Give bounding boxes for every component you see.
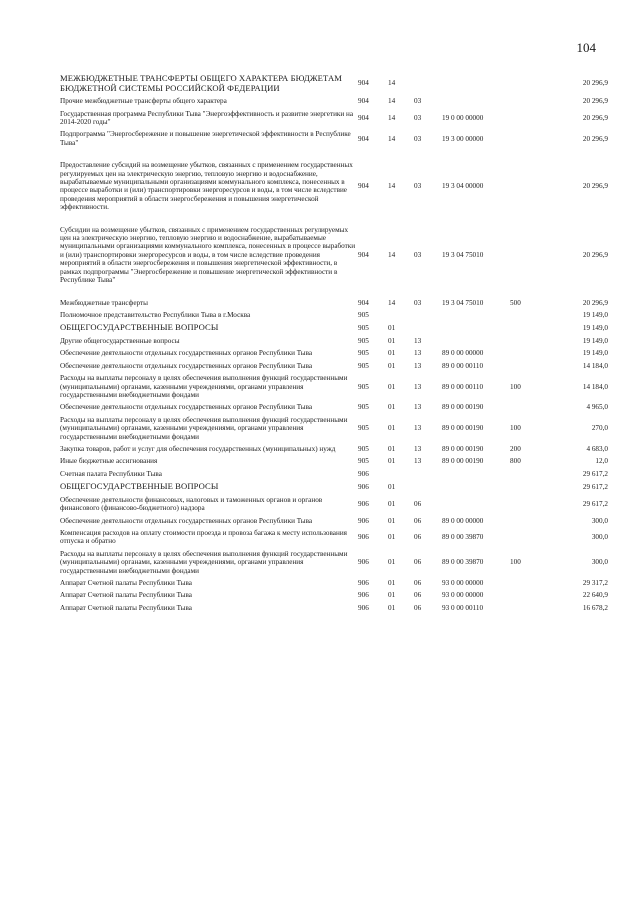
row-code-section: 01	[388, 482, 396, 491]
row-code-target: 19 3 04 75010	[442, 250, 484, 259]
row-name: Обеспечение деятельности отдельных государственных органов Республики Тыва	[60, 361, 313, 370]
row-code-section: 01	[388, 349, 396, 358]
row-amount: 4 683,0	[586, 444, 608, 453]
row-name: Обеспечение деятельности отдельных государственных органов Республики Тыва	[60, 349, 313, 358]
row-code-admin: 906	[358, 516, 369, 525]
row-code-subsection: 03	[414, 97, 422, 106]
row-code-subsection: 13	[414, 403, 422, 412]
row-amount: 20 296,9	[582, 79, 608, 88]
row-amount: 300,0	[591, 533, 608, 542]
row-amount: 300,0	[591, 516, 608, 525]
row-code-section: 14	[388, 79, 396, 88]
row-code-target: 19 3 00 00000	[442, 134, 484, 143]
table-row	[60, 468, 608, 480]
row-spacer	[60, 149, 608, 159]
row-name: Государственная программа Республики Тыва "Энергоэффективность и развитие энергетики на 2014-2020 годы"	[60, 109, 354, 126]
row-code-section	[388, 309, 414, 321]
row-code-section: 14	[388, 250, 396, 259]
row-code-target	[442, 494, 510, 515]
row-code-type	[510, 321, 540, 335]
row-code-admin: 906	[358, 591, 369, 600]
row-code-admin: 905	[358, 424, 369, 433]
table-row	[60, 95, 608, 107]
row-code-type	[510, 494, 540, 515]
row-code-admin: 906	[358, 558, 369, 567]
row-code-target	[442, 95, 510, 107]
table-row	[60, 548, 608, 577]
row-code-subsection: 06	[414, 603, 422, 612]
row-code-target	[442, 480, 510, 494]
row-name: Обеспечение деятельности отдельных государственных органов Республики Тыва	[60, 516, 313, 525]
row-code-subsection: 13	[414, 336, 422, 345]
row-code-admin: 904	[358, 250, 369, 259]
row-code-subsection: 03	[414, 298, 422, 307]
row-code-section: 01	[388, 323, 396, 332]
row-code-subsection: 06	[414, 591, 422, 600]
row-amount: 19 149,0	[582, 310, 608, 319]
row-name: Закупка товаров, работ и услуг для обеспечения государственных (муниципальных) нужд	[60, 444, 336, 453]
row-amount: 19 149,0	[582, 349, 608, 358]
row-code-type	[510, 309, 540, 321]
row-code-subsection	[414, 321, 442, 335]
row-code-admin: 905	[358, 382, 369, 391]
row-name: Расходы на выплаты персоналу в целях обеспечения выполнения функций государственными (муниципальными) органами, казенными учреждениями, органами управления государственными внебюджетными фондами	[60, 415, 348, 441]
row-code-section: 01	[388, 361, 396, 370]
row-code-admin: 906	[358, 469, 369, 478]
row-code-admin: 905	[358, 457, 369, 466]
row-code-target: 89 0 00 00190	[442, 403, 484, 412]
row-code-section: 01	[388, 457, 396, 466]
row-code-admin: 906	[358, 482, 369, 491]
row-name: Расходы на выплаты персоналу в целях обеспечения выполнения функций государственными (муниципальными) органами, казенными учреждениями, органами управления государственными внебюджетными фондами	[60, 549, 348, 575]
row-name: Иные бюджетные ассигнования	[60, 457, 158, 466]
row-code-subsection: 06	[414, 499, 422, 508]
row-spacer	[60, 214, 608, 224]
row-name: ОБЩЕГОСУДАРСТВЕННЫЕ ВОПРОСЫ	[60, 481, 219, 492]
row-code-section: 01	[388, 558, 396, 567]
row-code-admin: 904	[358, 182, 369, 191]
row-code-section: 01	[388, 382, 396, 391]
row-amount: 19 149,0	[582, 336, 608, 345]
row-code-type	[510, 95, 540, 107]
row-amount: 20 296,9	[582, 134, 608, 143]
row-code-type	[510, 347, 540, 359]
row-spacer-cell	[60, 149, 608, 159]
table-row	[60, 527, 608, 548]
row-code-target: 89 0 00 00190	[442, 424, 484, 433]
row-code-target: 89 0 00 00110	[442, 361, 484, 370]
row-name: Компенсация расходов на оплату стоимости проезда и провоза багажа к месту использования отпуска и обратно	[60, 529, 347, 546]
budget-table	[60, 72, 608, 614]
row-code-admin: 904	[358, 97, 369, 106]
row-name: Счетная палата Республики Тыва	[60, 469, 162, 478]
row-code-section: 01	[388, 444, 396, 453]
row-code-subsection: 06	[414, 516, 422, 525]
row-code-admin: 904	[358, 134, 369, 143]
row-code-admin: 906	[358, 533, 369, 542]
row-code-admin: 906	[358, 499, 369, 508]
row-amount: 12,0	[595, 457, 608, 466]
row-amount: 19 149,0	[582, 323, 608, 332]
row-code-admin: 904	[358, 298, 369, 307]
table-row	[60, 309, 608, 321]
row-code-subsection	[414, 72, 442, 95]
table-row	[60, 360, 608, 372]
table-row	[60, 401, 608, 413]
row-code-section: 14	[388, 298, 396, 307]
table-row	[60, 335, 608, 347]
row-amount: 4 965,0	[586, 403, 608, 412]
table-row	[60, 589, 608, 601]
row-code-target: 89 0 00 00190	[442, 444, 484, 453]
row-code-type	[510, 72, 540, 95]
row-code-target: 93 0 00 00000	[442, 591, 484, 600]
row-code-type	[510, 589, 540, 601]
row-name: Обеспечение деятельности отдельных государственных органов Республики Тыва	[60, 403, 313, 412]
row-code-section	[388, 468, 414, 480]
row-code-type	[510, 480, 540, 494]
row-code-type: 500	[510, 298, 521, 307]
row-code-target: 89 0 00 00000	[442, 349, 484, 358]
row-code-target	[442, 309, 510, 321]
row-code-subsection: 13	[414, 444, 422, 453]
row-code-target: 89 0 00 39870	[442, 533, 484, 542]
budget-table-body	[60, 72, 608, 614]
row-code-admin: 904	[358, 79, 369, 88]
row-code-type: 100	[510, 424, 521, 433]
row-name: Аппарат Счетной палаты Республики Тыва	[60, 579, 192, 588]
row-amount: 20 296,9	[582, 298, 608, 307]
row-code-type	[510, 468, 540, 480]
row-code-target: 93 0 00 00110	[442, 603, 484, 612]
row-code-type: 100	[510, 558, 521, 567]
row-code-type: 800	[510, 457, 521, 466]
table-row	[60, 108, 608, 129]
row-code-target: 19 3 04 00000	[442, 182, 484, 191]
table-row	[60, 224, 608, 287]
row-code-section: 01	[388, 579, 396, 588]
row-code-admin: 905	[358, 336, 369, 345]
row-code-target	[442, 468, 510, 480]
row-code-type: 100	[510, 382, 521, 391]
row-code-section: 01	[388, 403, 396, 412]
table-row	[60, 602, 608, 614]
row-code-section: 01	[388, 499, 396, 508]
row-amount: 20 296,9	[582, 182, 608, 191]
row-amount: 22 640,9	[582, 591, 608, 600]
row-code-target: 89 0 00 00110	[442, 382, 484, 391]
row-code-subsection: 06	[414, 533, 422, 542]
row-code-admin: 905	[358, 310, 369, 319]
row-code-section: 01	[388, 533, 396, 542]
row-code-admin: 905	[358, 403, 369, 412]
row-code-target: 19 3 04 75010	[442, 298, 484, 307]
table-row	[60, 347, 608, 359]
row-code-target	[442, 335, 510, 347]
table-row	[60, 577, 608, 589]
row-name: Прочие межбюджетные трансферты общего характера	[60, 97, 227, 106]
row-spacer-cell	[60, 287, 608, 297]
row-code-type	[510, 335, 540, 347]
row-amount: 29 617,2	[582, 499, 608, 508]
row-code-section: 01	[388, 424, 396, 433]
row-code-type	[510, 159, 540, 213]
row-code-type	[510, 527, 540, 548]
row-code-subsection	[414, 309, 442, 321]
row-code-target: 89 0 00 39870	[442, 558, 484, 567]
row-code-subsection: 06	[414, 579, 422, 588]
row-code-type	[510, 401, 540, 413]
row-spacer	[60, 287, 608, 297]
row-code-subsection: 13	[414, 382, 422, 391]
table-row	[60, 414, 608, 443]
row-code-subsection: 03	[414, 250, 422, 259]
table-row	[60, 515, 608, 527]
row-code-admin: 905	[358, 361, 369, 370]
row-code-type	[510, 360, 540, 372]
row-code-type	[510, 515, 540, 527]
table-row	[60, 443, 608, 455]
row-amount: 14 184,0	[582, 361, 608, 370]
table-row	[60, 72, 608, 95]
row-spacer-cell	[60, 214, 608, 224]
row-code-section: 14	[388, 182, 396, 191]
table-row	[60, 480, 608, 494]
row-name: Полномочное представительство Республики Тыва в г.Москва	[60, 310, 251, 319]
table-row	[60, 128, 608, 149]
row-code-type	[510, 577, 540, 589]
row-code-target	[442, 321, 510, 335]
row-amount: 14 184,0	[582, 382, 608, 391]
row-code-target: 89 0 00 00000	[442, 516, 484, 525]
row-code-subsection	[414, 468, 442, 480]
table-row	[60, 372, 608, 401]
row-code-admin: 905	[358, 323, 369, 332]
row-name: Субсидии на возмещение убытков, связанных с применением государственных регулируемых цен на электрическую энергию, тепловую энергию и водоснабжение, вырабатываемые муниципальными организациями коммунального комплекса, понесенных в процессе выработки и (или) транспортировки энергоресурсов и воды, в том числе вследствие проведения мероприятий в области энергосбережения и повышения энергетической эффективности, в рамках подпрограммы "Энергосбережение и повышение энергетической эффективности в Республике Тыва"	[60, 225, 356, 285]
row-code-subsection: 03	[414, 182, 422, 191]
row-code-type	[510, 224, 540, 287]
row-amount: 20 296,9	[582, 113, 608, 122]
table-row	[60, 159, 608, 213]
row-name: Предоставление субсидий на возмещение убытков, связанных с применением государственных регулируемых цен на электрическую энергию, тепловую энергию и водоснабжение, вырабатываемые муниципальными организациями коммунального комплекса, понесенных в процессе выработки и (или) транспортировки энергоресурсов и воды, в том числе вследствие проведения мероприятий в области энергосбережения и повышения энергетической эффективности.	[60, 161, 353, 212]
row-code-admin: 906	[358, 603, 369, 612]
row-code-subsection: 13	[414, 424, 422, 433]
row-code-section: 14	[388, 113, 396, 122]
row-amount: 29 617,2	[582, 482, 608, 491]
table-row	[60, 297, 608, 309]
row-name: МЕЖБЮДЖЕТНЫЕ ТРАНСФЕРТЫ ОБЩЕГО ХАРАКТЕРА БЮДЖЕТАМ БЮДЖЕТНОЙ СИСТЕМЫ РОССИЙСКОЙ ФЕДЕРАЦИИ	[60, 73, 342, 93]
row-amount: 29 317,2	[582, 579, 608, 588]
row-code-target	[442, 72, 510, 95]
row-code-subsection: 03	[414, 134, 422, 143]
row-name: Аппарат Счетной палаты Республики Тыва	[60, 603, 192, 612]
row-code-target: 19 0 00 00000	[442, 113, 484, 122]
row-code-section: 01	[388, 516, 396, 525]
row-name: Аппарат Счетной палаты Республики Тыва	[60, 591, 192, 600]
row-code-admin: 906	[358, 579, 369, 588]
row-code-subsection: 13	[414, 457, 422, 466]
row-code-section: 14	[388, 97, 396, 106]
row-name: Обеспечение деятельности финансовых, налоговых и таможенных органов и органов финансового (финансово-бюджетного) надзора	[60, 495, 323, 513]
row-code-section: 01	[388, 591, 396, 600]
row-code-section: 14	[388, 134, 396, 143]
row-code-admin: 905	[358, 349, 369, 358]
row-code-target: 89 0 00 00190	[442, 457, 484, 466]
row-code-section: 01	[388, 603, 396, 612]
row-name: Подпрограмма "Энергосбережение и повышение энергетической эффективности в Республике Тыва"	[60, 130, 351, 147]
row-code-subsection: 13	[414, 349, 422, 358]
table-row	[60, 455, 608, 467]
row-amount: 300,0	[591, 558, 608, 567]
row-amount: 20 296,9	[582, 97, 608, 106]
row-code-subsection	[414, 480, 442, 494]
table-row	[60, 321, 608, 335]
row-code-subsection: 13	[414, 361, 422, 370]
row-code-type	[510, 602, 540, 614]
row-code-subsection: 06	[414, 558, 422, 567]
page-number: 104	[576, 40, 596, 55]
row-code-target: 93 0 00 00000	[442, 579, 484, 588]
row-name: Другие общегосударственные вопросы	[60, 336, 180, 345]
row-code-admin: 905	[358, 444, 369, 453]
row-amount: 16 678,2	[582, 603, 608, 612]
row-name: Межбюджетные трансферты	[60, 298, 148, 307]
row-amount: 20 296,9	[582, 250, 608, 259]
row-amount: 270,0	[591, 424, 608, 433]
row-name: Расходы на выплаты персоналу в целях обеспечения выполнения функций государственными (муниципальными) органами, казенными учреждениями, органами управления государственными внебюджетными фондами	[60, 374, 348, 399]
row-code-type: 200	[510, 444, 521, 453]
row-amount: 29 617,2	[582, 469, 608, 478]
row-code-type	[510, 108, 540, 129]
row-name: ОБЩЕГОСУДАРСТВЕННЫЕ ВОПРОСЫ	[60, 322, 219, 333]
table-row	[60, 494, 608, 515]
row-code-admin: 904	[358, 113, 369, 122]
row-code-subsection: 03	[414, 113, 422, 122]
row-code-section: 01	[388, 336, 396, 345]
row-code-type	[510, 128, 540, 149]
